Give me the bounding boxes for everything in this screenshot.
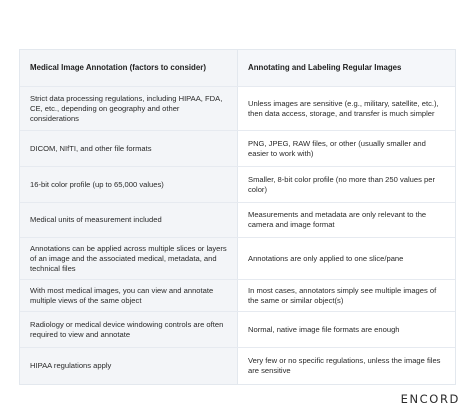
table-row xyxy=(20,237,455,279)
table-header-row xyxy=(20,50,455,86)
comparison-table xyxy=(19,49,456,385)
row-3-medical: 16-bit color profile (up to 65,000 values) xyxy=(20,167,238,202)
row-1-regular: Unless images are sensitive (e.g., military, satellite, etc.), then data access, storage, and transfer is much simpler xyxy=(238,87,455,130)
table-row xyxy=(20,130,455,166)
row-2-medical: DICOM, NIfTI, and other file formats xyxy=(20,131,238,166)
row-4-medical: Medical units of measurement included xyxy=(20,203,238,237)
row-5-regular: Annotations are only applied to one slice/pane xyxy=(238,238,455,279)
row-4-regular: Measurements and metadata are only relevant to the camera and image format xyxy=(238,203,455,237)
row-2-regular: PNG, JPEG, RAW files, or other (usually smaller and easier to work with) xyxy=(238,131,455,166)
table-row xyxy=(20,279,455,311)
row-6-medical: With most medical images, you can view and annotate multiple views of the same object xyxy=(20,280,238,311)
table-row xyxy=(20,202,455,237)
row-7-regular: Normal, native image file formats are enough xyxy=(238,312,455,347)
row-8-regular: Very few or no specific regulations, unless the image files are sensitive xyxy=(238,348,455,384)
header-regular-annotation: Annotating and Labeling Regular Images xyxy=(238,50,455,86)
table-row xyxy=(20,166,455,202)
row-1-medical: Strict data processing regulations, including HIPAA, FDA, CE, etc., depending on geography and other considerations xyxy=(20,87,238,130)
row-6-regular: In most cases, annotators simply see multiple images of the same or similar object(s) xyxy=(238,280,455,311)
header-medical-annotation: Medical Image Annotation (factors to consider) xyxy=(20,50,238,86)
row-8-medical: HIPAA regulations apply xyxy=(20,348,238,384)
row-3-regular: Smaller, 8-bit color profile (no more than 250 values per color) xyxy=(238,167,455,202)
table-row xyxy=(20,86,455,130)
encord-logo: ENCORD xyxy=(400,392,460,406)
row-7-medical: Radiology or medical device windowing controls are often required to view and annotate xyxy=(20,312,238,347)
row-5-medical: Annotations can be applied across multiple slices or layers of an image and the associated medical, metadata, and technical files xyxy=(20,238,238,279)
table-row xyxy=(20,347,455,384)
table-row xyxy=(20,311,455,347)
